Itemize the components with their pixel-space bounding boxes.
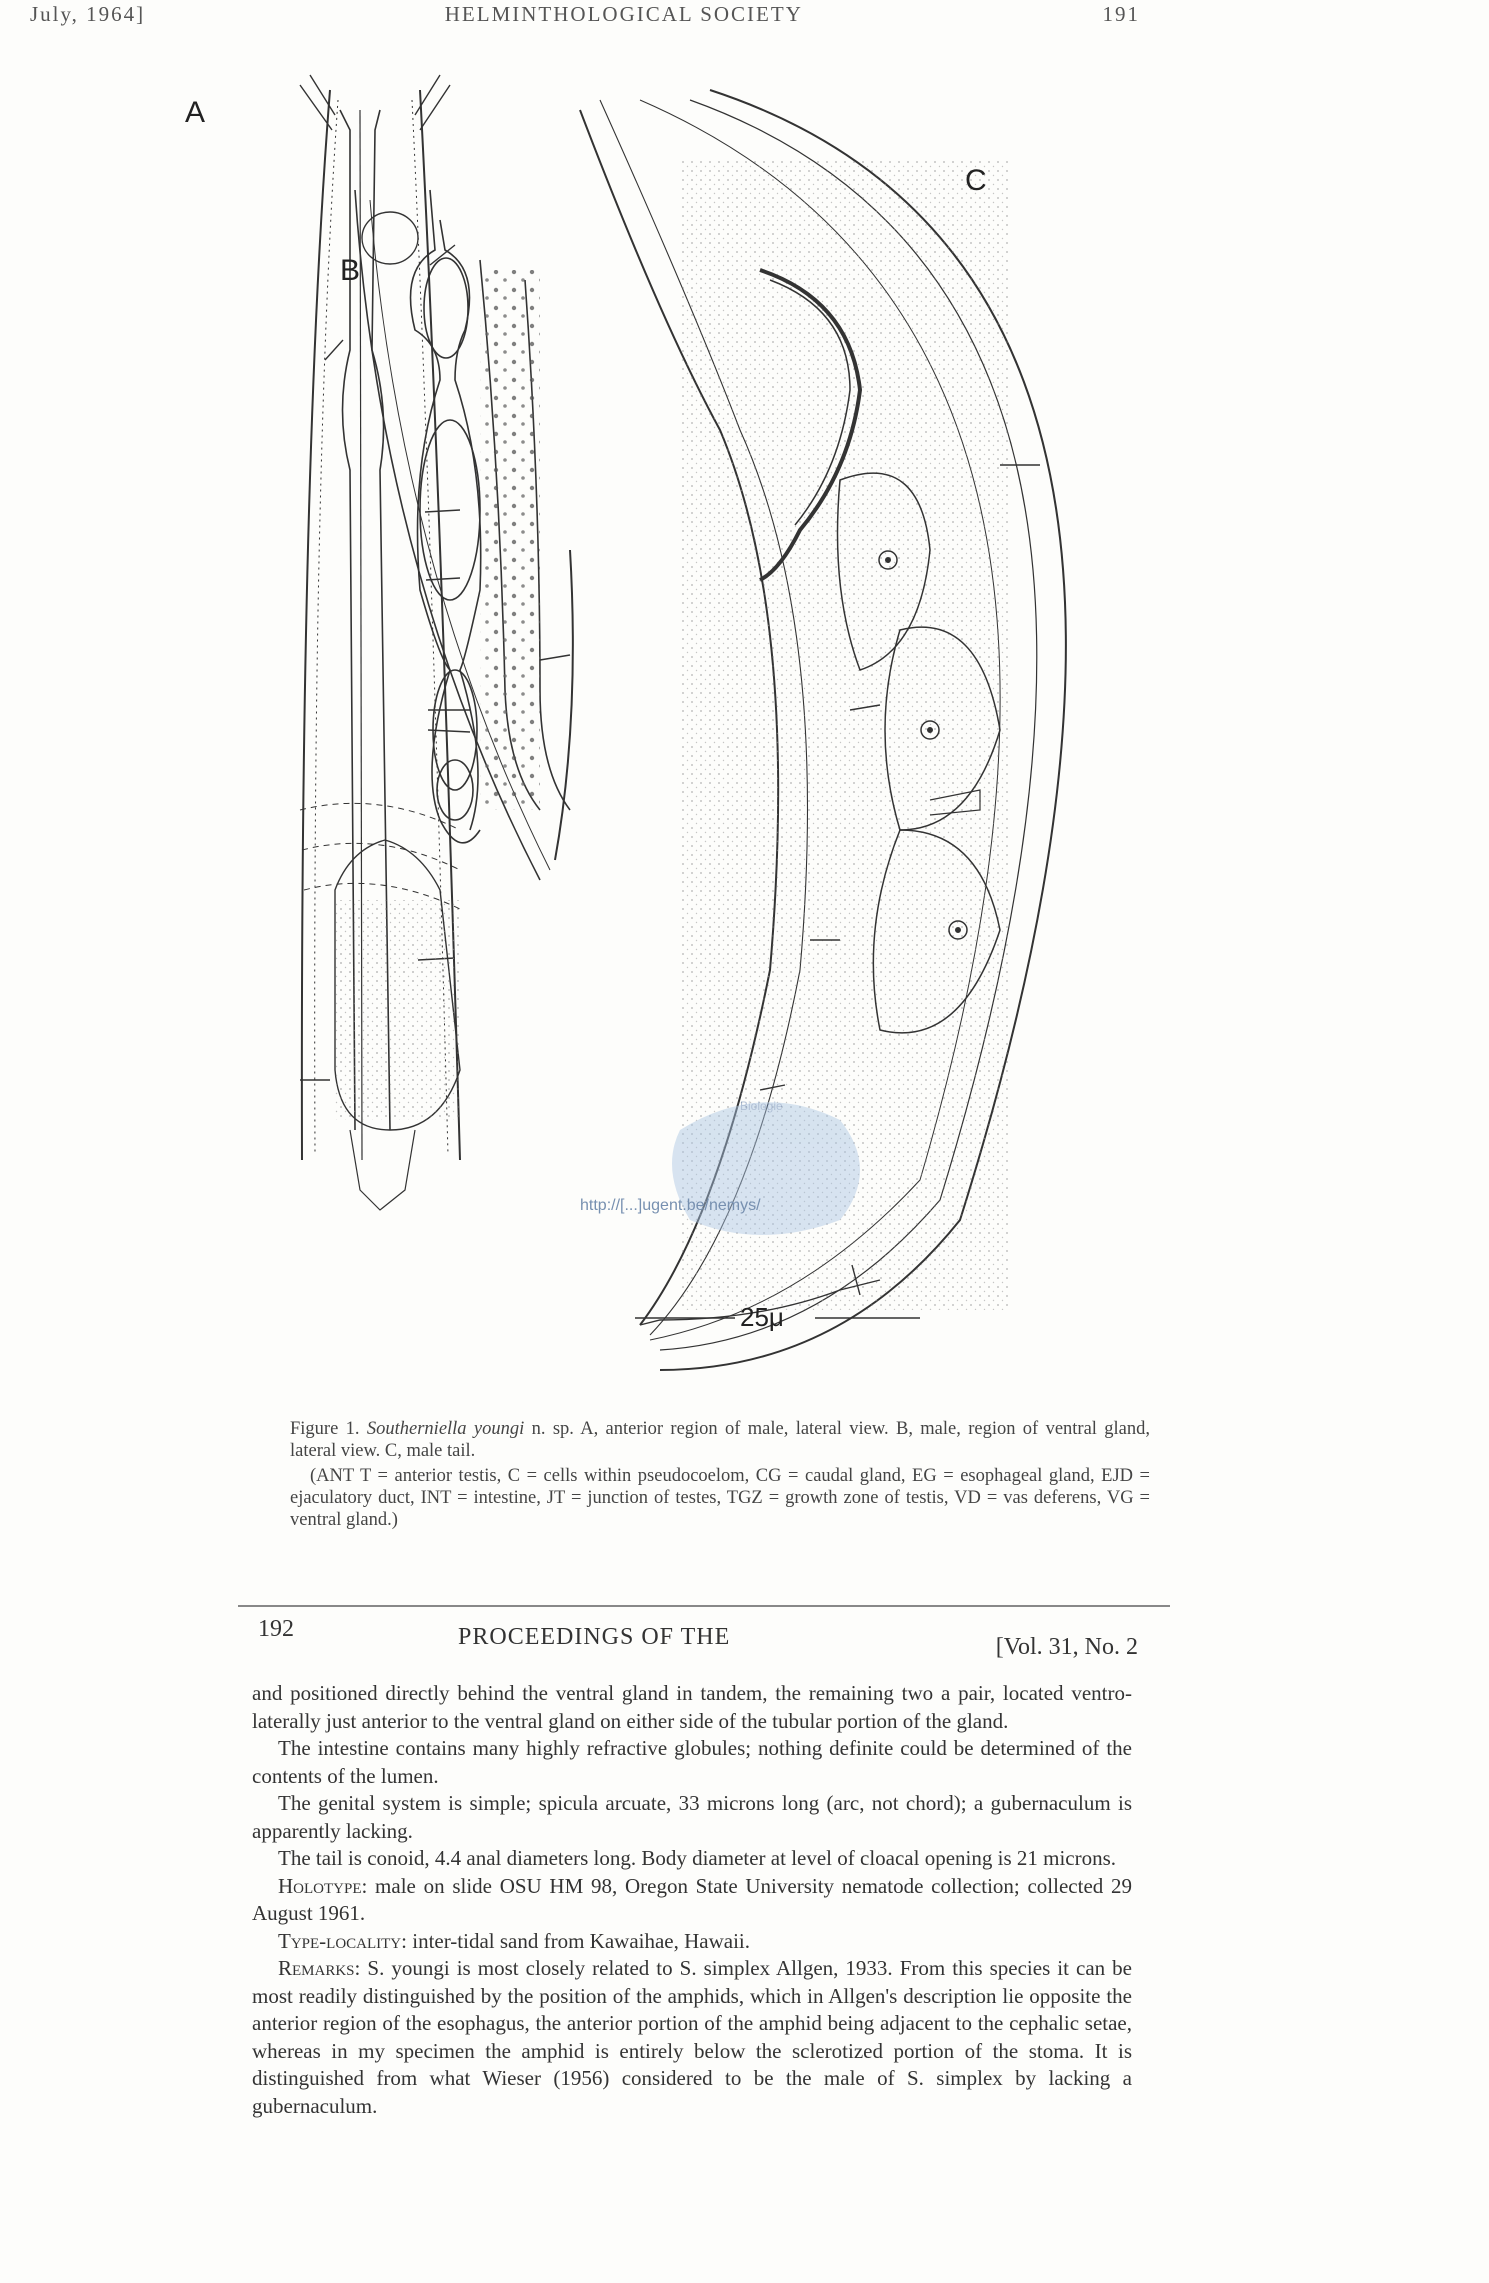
page2-header (258, 1608, 1138, 1660)
header-journal: HELMINTHOLOGICAL SOCIETY (444, 2, 803, 26)
watermark-url: http://[...]ugent.be/nemys/ (580, 1197, 761, 1214)
page2-volume: [Vol. 31, No. 2 (995, 1634, 1138, 1660)
remarks-text: S. youngi is most closely related to S. simplex Allgen, 1933. From this species it can be most readily distinguished by the position of the amphids, which in Allgen's description lie opposite the anterior region of the esophagus, the anterior portion of the amphid being adjacent to the cephalic setae, whereas in my specimen the amphid is entirely below the sclerotized portion of the stoma. It is distinguished from what Wieser (1956) considered to be the male of S. simplex by lacking a gubernaculum. (252, 1956, 1132, 2118)
figure-1 (185, 70, 1140, 1400)
header-date: July, 1964] (30, 2, 146, 26)
paragraph-continued: and positioned directly behind the ventral gland in tandem, the remaining two a pair, located ventro-laterally just anterior to the ventral gland on either side of the tubular portion of the gland. (252, 1681, 1132, 1733)
figure-caption (290, 1418, 1150, 1534)
nematode-illustration (185, 70, 1140, 1400)
page2-title: PROCEEDINGS OF THE (458, 1624, 731, 1650)
caption-line (290, 1418, 1150, 1462)
panel-a-label: A (185, 96, 206, 129)
holotype-label: Holotype: (278, 1873, 368, 1898)
body-text (252, 1680, 1132, 2120)
paragraph-tail: The tail is conoid, 4.4 anal diameters long. Body diameter at level of cloacal opening is 21 microns. (278, 1846, 1117, 1870)
type-locality-label: Type-locality: (278, 1928, 407, 1953)
panel-b-drawing (355, 190, 573, 880)
panel-c-label: C (965, 164, 987, 197)
watermark-logo (672, 1099, 860, 1235)
paragraph-remarks (252, 1955, 1132, 2120)
paragraph-intestine: The intestine contains many highly refractive globules; nothing definite could be determined of the contents of the lumen. (252, 1736, 1132, 1788)
paragraph-holotype (252, 1873, 1132, 1928)
paragraph-type-locality (252, 1928, 1132, 1956)
watermark-logo-text: Biologie (740, 1099, 783, 1113)
caption-description: n. sp. A, anterior region of male, lateral view. B, male, region of ventral gland, lateral view. C, male tail. (290, 1419, 1150, 1461)
holotype-text: male on slide OSU HM 98, Oregon State University nematode collection; collected 29 August 1961. (252, 1873, 1132, 1925)
remarks-label: Remarks: (278, 1956, 361, 1980)
page-divider (238, 1605, 1170, 1607)
scale-bar-label: 25μ (740, 1302, 784, 1332)
caption-prefix: Figure 1. (290, 1419, 367, 1439)
type-locality-text: inter-tidal sand from Kawaihae, Hawaii. (406, 1928, 751, 1953)
page2-number: 192 (258, 1616, 294, 1642)
header-page-number: 191 (1102, 2, 1140, 26)
running-header (30, 0, 1140, 40)
panel-b-label: B (340, 254, 361, 287)
caption-abbreviations: (ANT T = anterior testis, C = cells within pseudocoelom, CG = caudal gland, EG = esophageal gland, EJD = ejaculatory duct, INT = intestine, JT = junction of testes, TGZ = growth zone of testis, VD = vas deferens, VG = ventral gland.) (290, 1466, 1150, 1530)
paragraph-genital: The genital system is simple; spicula arcuate, 33 microns long (arc, not chord); a gubernaculum is apparently lacking. (252, 1791, 1132, 1843)
caption-species: Southerniella youngi (366, 1419, 525, 1439)
